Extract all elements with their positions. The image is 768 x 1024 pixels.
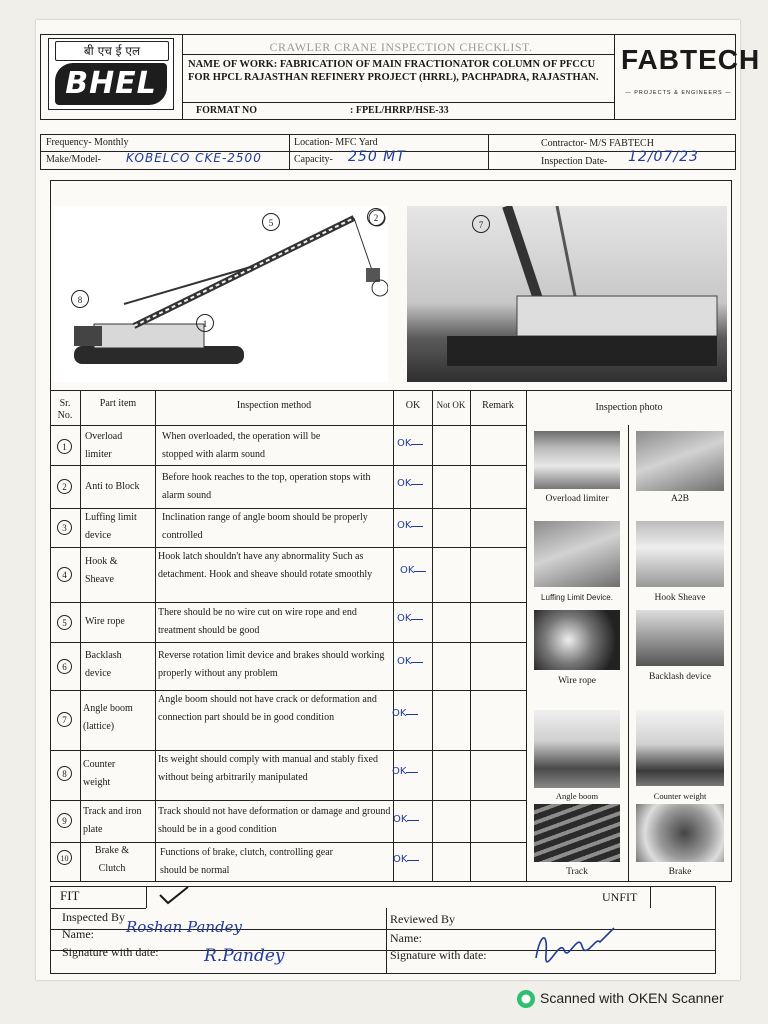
row-number-2: 2 <box>57 479 72 494</box>
caption-backlash-device: Backlash device <box>649 672 711 682</box>
fit-checkmark <box>154 884 194 906</box>
reviewer-signature-label: Signature with date: <box>390 948 487 962</box>
row-method-8: Its weight should comply with manual and stably fixed without being arbitrarily manipulated <box>158 754 378 783</box>
caption-a2b: A2B <box>671 494 689 504</box>
capacity-value: 250 MT <box>348 149 406 165</box>
bhel-logo <box>48 38 174 110</box>
inspector-signature: R.Pandey <box>204 946 285 966</box>
row-number-6: 6 <box>57 659 72 674</box>
row-part-2: Anti to Block <box>85 481 140 492</box>
crane-diagram-svg <box>54 206 388 382</box>
row-ok-1: OK <box>397 438 412 449</box>
row-ok-8: OK <box>392 766 407 777</box>
reviewed-by-label: Reviewed By <box>390 912 455 926</box>
row-part-5: Wire rope <box>85 616 125 627</box>
diagram-marker-2: 2 <box>367 208 385 226</box>
caption-angle-boom: Angle boom <box>555 791 599 801</box>
fabtech-tagline: — PROJECTS & ENGINEERS — <box>625 90 732 96</box>
diagram-marker-5: 5 <box>262 213 280 231</box>
caption-luffing-limit: Luffing Limit Device. <box>541 593 613 602</box>
row-part-9: Track and iron plate <box>83 806 142 835</box>
header-remark: Remark <box>482 400 514 411</box>
caption-hook-sheave: Hook Sheave <box>654 593 706 603</box>
row-number-1: 1 <box>57 439 72 454</box>
fabtech-logo: FABTECH <box>621 44 761 75</box>
row-part-8: Counter weight <box>83 759 116 788</box>
make-model-label: Make/Model- <box>46 154 101 165</box>
row-number-10: 10 <box>57 850 72 865</box>
row-part-10: Brake & Clutch <box>94 845 130 874</box>
checklist-sheet <box>36 20 761 980</box>
photo-angle-boom <box>534 710 620 788</box>
header-inspection-photo: Inspection photo <box>595 402 663 413</box>
work-text: FABRICATION OF MAIN FRACTIONATOR COLUMN OF PFCCU FOR HPCL RAJASTHAN REFINERY PROJECT (HRRL), PACHPADRA, RAJASTHAN. <box>188 59 599 83</box>
photo-counter-weight <box>636 710 724 786</box>
caption-counter-weight: Counter weight <box>653 791 707 801</box>
inspector-signature-label: Signature with date: <box>62 945 159 959</box>
crane-photo <box>407 206 727 382</box>
row-ok-10: OK <box>393 854 408 865</box>
location: Location- MFC Yard <box>294 137 378 148</box>
work-label: NAME OF WORK: <box>188 59 278 70</box>
diagram-marker-7: 7 <box>472 215 490 233</box>
header-ok: OK <box>405 400 421 411</box>
row-part-7: Angle boom (lattice) <box>83 703 133 732</box>
unfit-label: UNFIT <box>602 890 638 904</box>
row-number-5: 5 <box>57 615 72 630</box>
header-part-item: Part item <box>99 398 137 409</box>
inspected-by-label: Inspected By <box>62 910 125 924</box>
fit-label: FIT <box>60 888 80 903</box>
photo-a2b <box>636 431 724 491</box>
row-ok-4: OK <box>400 565 415 576</box>
photo-luffing-limit <box>534 521 620 587</box>
name-of-work <box>188 58 618 84</box>
crane-diagram <box>54 206 388 382</box>
header-not-ok: Not OK <box>436 400 466 410</box>
bhel-hindi-text: बी एच ई एल <box>55 41 169 61</box>
row-method-2: Before hook reaches to the top, operation stops with alarm sound <box>162 472 371 501</box>
row-ok-3: OK <box>397 520 412 531</box>
scanner-watermark <box>540 990 724 1006</box>
reviewer-signature-scribble <box>530 924 620 964</box>
row-number-9: 9 <box>57 813 72 828</box>
row-method-4: Hook latch shouldn't have any abnormality Such as detachment. Hook and sheave should rotate smoothly <box>158 551 373 580</box>
inspection-date-label: Inspection Date- <box>541 156 608 167</box>
photo-backlash-device <box>636 610 724 666</box>
reviewer-name-label: Name: <box>390 931 422 945</box>
row-ok-5: OK <box>397 613 412 624</box>
capacity-label: Capacity- <box>294 154 333 165</box>
diagram-marker-8: 8 <box>71 290 89 308</box>
photo-brake <box>636 804 724 862</box>
caption-brake: Brake <box>668 867 692 877</box>
row-ok-2: OK <box>397 478 412 489</box>
row-number-8: 8 <box>57 766 72 781</box>
format-label: FORMAT NO <box>196 105 258 116</box>
bhel-logo-mark: BHEL <box>55 63 167 105</box>
caption-wire-rope: Wire rope <box>558 676 596 686</box>
row-method-3: Inclination range of angle boom should be properly controlled <box>162 512 368 541</box>
row-method-6: Reverse rotation limit device and brakes should working properly without any problem <box>158 650 385 679</box>
photo-wire-rope <box>534 610 620 670</box>
format-number: : FPEL/HRRP/HSE-33 <box>350 105 449 116</box>
row-part-3: Luffing limit device <box>85 512 137 541</box>
row-number-3: 3 <box>57 520 72 535</box>
row-method-10: Functions of brake, clutch, controlling gear should be normal <box>160 847 334 876</box>
row-number-4: 4 <box>57 567 72 582</box>
row-method-1: When overloaded, the operation will be stopped with alarm sound <box>162 431 321 460</box>
scanner-watermark-text: Scanned with OKEN Scanner <box>540 990 724 1006</box>
diagram-marker-1: 1 <box>196 314 214 332</box>
photo-track <box>534 804 620 862</box>
row-part-1: Overload limiter <box>85 431 123 460</box>
row-ok-7: OK <box>392 708 407 719</box>
row-number-7: 7 <box>57 712 72 727</box>
contractor: Contractor- M/S FABTECH <box>541 138 654 149</box>
row-method-9: Track should not have deformation or damage and ground should be in a good condition <box>158 806 391 835</box>
check-icon <box>154 884 194 906</box>
inspector-name-value: Roshan Pandey <box>126 918 243 936</box>
photo-overload-limiter <box>534 431 620 489</box>
reviewer-signature <box>530 924 620 964</box>
row-part-6: Backlash device <box>85 650 122 679</box>
oken-scanner-icon <box>516 989 536 1009</box>
row-ok-9: OK <box>393 814 408 825</box>
make-model-value: KOBELCO CKE-2500 <box>126 151 262 165</box>
header-sr-no: Sr. No. <box>57 398 73 421</box>
caption-overload-limiter: Overload limiter <box>545 494 609 504</box>
caption-track: Track <box>566 867 588 877</box>
checklist-title: CRAWLER CRANE INSPECTION CHECKLIST. <box>269 40 533 54</box>
row-ok-6: OK <box>397 656 412 667</box>
fabtech-tagline-text: PROJECTS & ENGINEERS <box>634 90 723 96</box>
row-method-7: Angle boom should not have crack or deformation and connection part should be in good condition <box>158 694 377 723</box>
inspector-name-label: Name: <box>62 927 94 941</box>
photo-hook-sheave <box>636 521 724 587</box>
row-method-5: There should be no wire cut on wire rope and end treatment should be good <box>158 607 357 636</box>
crane-photo-svg <box>407 206 727 382</box>
row-part-4: Hook & Sheave <box>85 556 118 585</box>
header-inspection-method: Inspection method <box>236 400 312 411</box>
inspection-date-value: 12/07/23 <box>628 149 699 165</box>
frequency: Frequency- Monthly <box>46 137 129 148</box>
